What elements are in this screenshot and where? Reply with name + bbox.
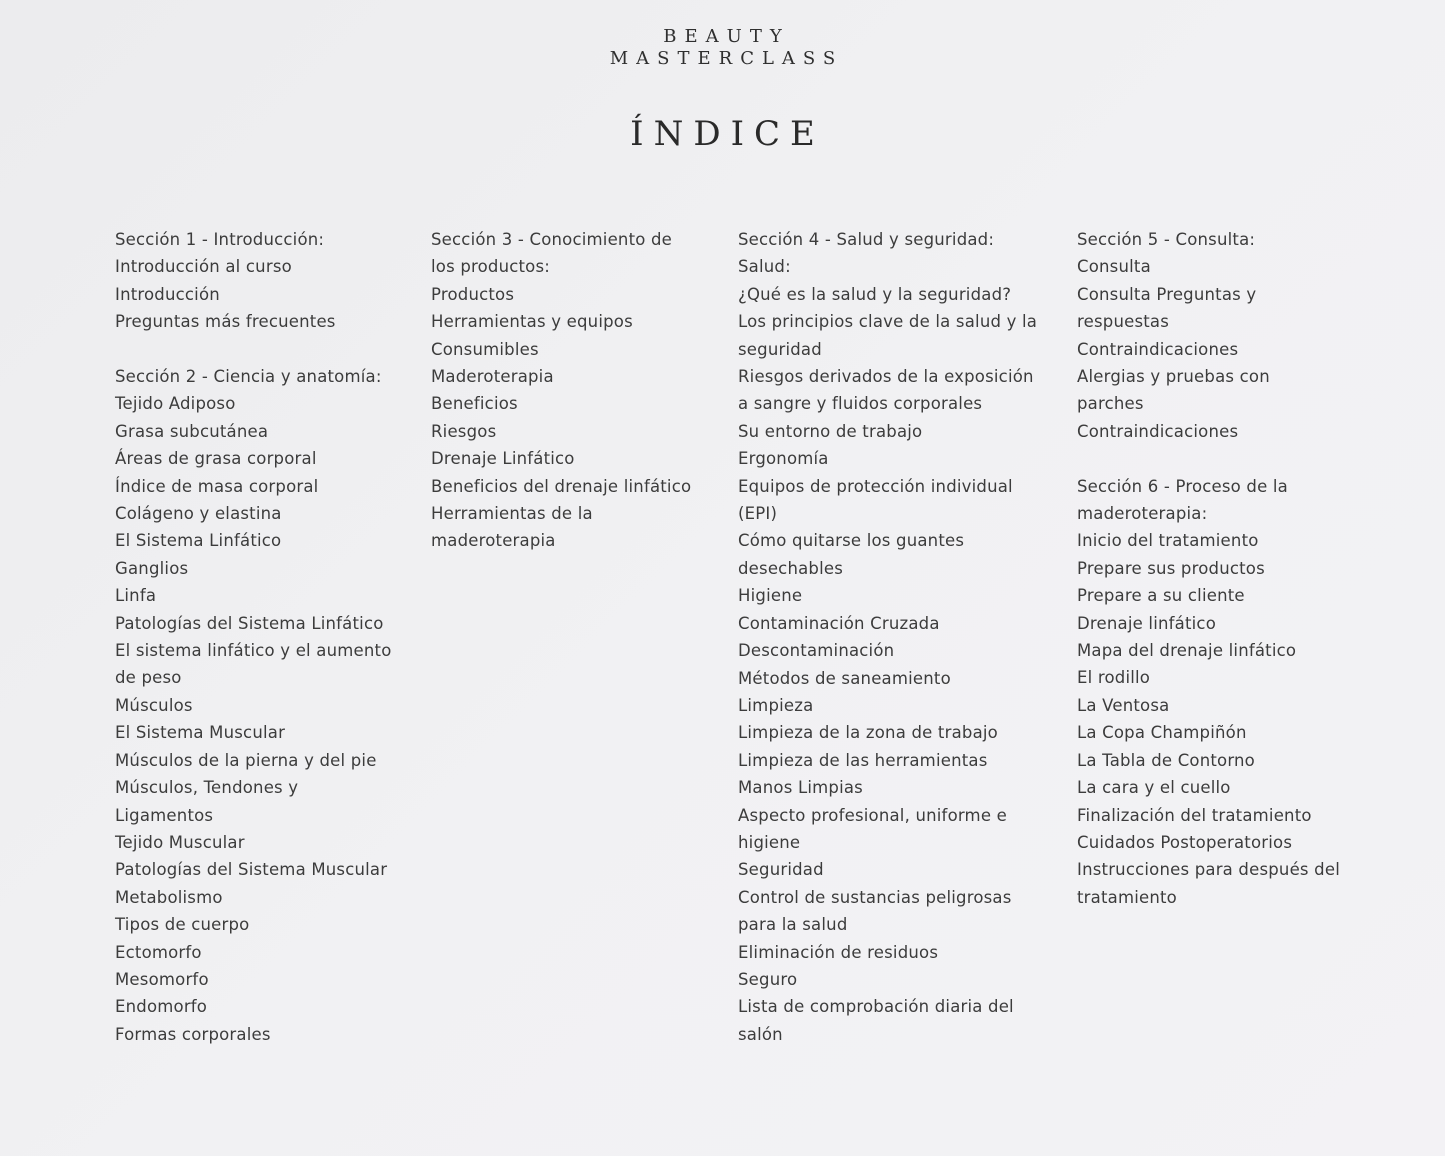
toc-section	[1077, 473, 1367, 912]
toc-item: Patologías del Sistema Linfático	[115, 613, 384, 633]
toc-item: Instrucciones para después del	[1077, 860, 1340, 880]
toc-section-heading: Sección 4 - Salud y seguridad:	[738, 230, 995, 249]
toc-item: Consumibles	[431, 339, 539, 359]
toc-item: Lista de comprobación diaria del	[738, 997, 1014, 1017]
toc-item: Cómo quitarse los guantes	[738, 531, 965, 551]
toc-item: Formas corporales	[115, 1024, 271, 1044]
toc-item: Riesgos derivados de la exposición	[738, 367, 1034, 387]
brand-line-2: MASTERCLASS	[609, 48, 844, 69]
toc-item: Alergias y pruebas con	[1077, 367, 1270, 387]
toc-item: a sangre y fluidos corporales	[738, 394, 983, 414]
toc-item: Inicio del tratamiento	[1077, 531, 1259, 551]
toc-section	[738, 226, 1038, 1048]
toc-item: Herramientas y equipos	[431, 312, 633, 332]
toc-item: Prepare sus productos	[1077, 558, 1265, 578]
toc-item: La Copa Champiñón	[1077, 723, 1247, 743]
toc-item: Beneficios	[431, 394, 518, 414]
toc-item: Eliminación de residuos	[738, 942, 939, 962]
toc-column-2	[431, 226, 701, 582]
toc-item: seguridad	[738, 339, 822, 359]
toc-item: Control de sustancias peligrosas	[738, 887, 1012, 907]
toc-item: Aspecto profesional, uniforme e	[738, 805, 1007, 825]
toc-item: Prepare a su cliente	[1077, 586, 1245, 606]
toc-section	[1077, 226, 1367, 445]
toc-item: Consulta Preguntas y	[1077, 284, 1257, 304]
toc-column-3	[738, 226, 1038, 1076]
toc-item: ¿Qué es la salud y la seguridad?	[738, 284, 1012, 304]
toc-section	[115, 226, 405, 336]
toc-item: desechables	[738, 558, 844, 578]
toc-item: Linfa	[115, 586, 157, 606]
toc-item: Ganglios	[115, 558, 189, 578]
toc-item: Su entorno de trabajo	[738, 421, 923, 441]
toc-section	[431, 226, 701, 555]
toc-item: respuestas	[1077, 312, 1170, 332]
brand-logo	[0, 26, 1445, 70]
toc-item: Tejido Muscular	[115, 832, 245, 852]
toc-item: Músculos, Tendones y	[115, 778, 299, 798]
toc-item: Herramientas de la	[431, 504, 593, 524]
toc-item: Seguridad	[738, 860, 824, 880]
toc-item: Beneficios del drenaje linfático	[431, 476, 692, 496]
toc-item: Finalización del tratamiento	[1077, 805, 1312, 825]
toc-item: Higiene	[738, 586, 803, 606]
toc-item: La cara y el cuello	[1077, 778, 1231, 798]
toc-item: Ectomorfo	[115, 942, 202, 962]
toc-item: Cuidados Postoperatorios	[1077, 832, 1293, 852]
toc-item: El Sistema Linfático	[115, 531, 282, 551]
toc-section-heading: Sección 6 - Proceso de la	[1077, 476, 1288, 496]
toc-item: Los principios clave de la salud y la	[738, 312, 1038, 332]
toc-item: Limpieza de la zona de trabajo	[738, 723, 998, 743]
toc-item: de peso	[115, 668, 182, 688]
toc-item: Introducción	[115, 284, 220, 304]
toc-item: Riesgos	[431, 421, 497, 441]
brand-line-1: BEAUTY	[663, 26, 790, 47]
toc-item: Maderoterapia	[431, 367, 554, 387]
toc-item: Tejido Adiposo	[115, 394, 236, 414]
toc-item: Consulta	[1077, 257, 1151, 277]
toc-column-1	[115, 226, 405, 1076]
toc-item: los productos:	[431, 257, 551, 277]
toc-item: Métodos de saneamiento	[738, 668, 951, 688]
toc-item: tratamiento	[1077, 887, 1177, 907]
toc-item: Seguro	[738, 969, 798, 989]
toc-section-heading: Sección 1 - Introducción:	[115, 230, 325, 249]
toc-section-heading: Sección 3 - Conocimiento de	[431, 230, 673, 249]
toc-item: El Sistema Muscular	[115, 723, 286, 743]
toc-item: Metabolismo	[115, 887, 223, 907]
toc-item: Colágeno y elastina	[115, 504, 282, 524]
toc-item: Contraindicaciones	[1077, 421, 1239, 441]
toc-item: maderoterapia	[431, 531, 556, 551]
toc-item: Limpieza de las herramientas	[738, 750, 988, 770]
toc-item: Patologías del Sistema Muscular	[115, 860, 388, 880]
toc-item: Mesomorfo	[115, 969, 209, 989]
toc-item: Descontaminación	[738, 641, 895, 661]
page-title: ÍNDICE	[630, 114, 825, 154]
toc-item: Contraindicaciones	[1077, 339, 1239, 359]
toc-section-heading: Sección 2 - Ciencia y anatomía:	[115, 367, 382, 387]
toc-item: Introducción al curso	[115, 257, 292, 277]
toc-item: Músculos de la pierna y del pie	[115, 750, 377, 770]
toc-column-4	[1077, 226, 1367, 939]
toc-item: parches	[1077, 394, 1144, 414]
toc-item: Contaminación Cruzada	[738, 613, 940, 633]
toc-item: Grasa subcutánea	[115, 421, 269, 441]
toc-section	[115, 363, 405, 1048]
toc-item: Limpieza	[738, 695, 814, 715]
toc-item: para la salud	[738, 915, 848, 935]
toc-item: Drenaje linfático	[1077, 613, 1216, 633]
toc-item: Ergonomía	[738, 449, 829, 469]
toc-item: Salud:	[738, 257, 791, 277]
toc-item: Tipos de cuerpo	[115, 915, 250, 935]
toc-item: maderoterapia:	[1077, 504, 1208, 524]
toc-item: Mapa del drenaje linfático	[1077, 641, 1297, 661]
toc-item: El sistema linfático y el aumento	[115, 641, 392, 661]
toc-item: La Tabla de Contorno	[1077, 750, 1255, 770]
toc-item: Equipos de protección individual	[738, 476, 1013, 496]
toc-item: Drenaje Linfático	[431, 449, 575, 469]
toc-item: Ligamentos	[115, 805, 214, 825]
toc-item: (EPI)	[738, 504, 778, 524]
toc-item: salón	[738, 1024, 783, 1044]
toc-item: Productos	[431, 284, 515, 304]
toc-item: Músculos	[115, 695, 193, 715]
toc-item: El rodillo	[1077, 668, 1151, 688]
toc-section-heading: Sección 5 - Consulta:	[1077, 230, 1256, 249]
toc-item: Manos Limpias	[738, 778, 863, 798]
toc-item: Endomorfo	[115, 997, 208, 1017]
toc-item: Índice de masa corporal	[115, 476, 319, 496]
toc-item: Áreas de grasa corporal	[115, 449, 317, 469]
toc-item: higiene	[738, 832, 801, 852]
toc-item: Preguntas más frecuentes	[115, 312, 336, 332]
toc-item: La Ventosa	[1077, 695, 1170, 715]
